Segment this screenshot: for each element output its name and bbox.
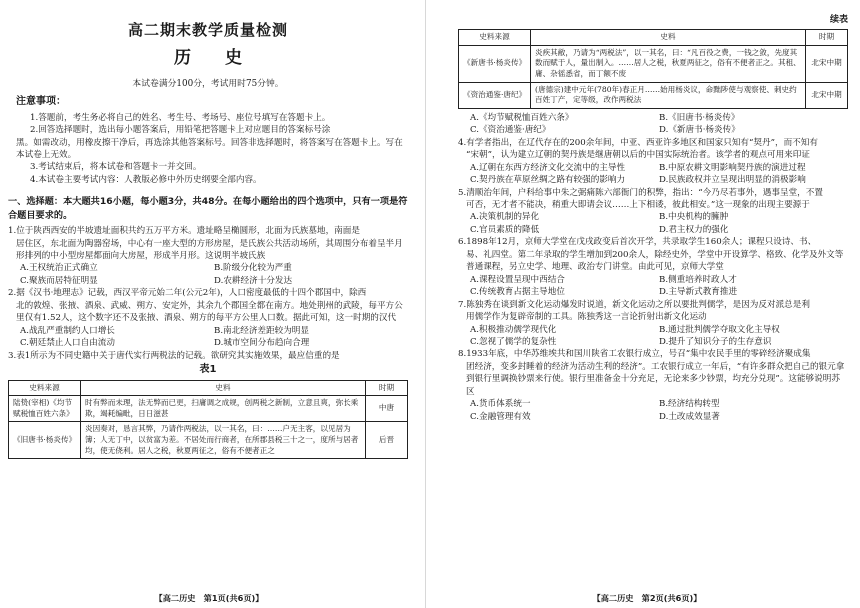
question-stem: 6.1898年12月，京师大学堂在戊戌政变后首次开学，共录取学生160余人；课程只设诗、书、 xyxy=(458,237,817,248)
question-options xyxy=(458,324,848,349)
text-cell: 炎因奏对，恳言其弊，乃请作两税法，以一其名，曰：……户无主客，以见居为簿；人无丁中，以贫富为差。不居处而行商者，在所郡县税三十之一，度所与居者均，使无侥利。居人之税，秋夏两征之，俗有不便者正之 xyxy=(81,422,366,459)
option-c: C.《资治通鉴·唐纪》 xyxy=(470,125,551,136)
source-table-continued xyxy=(458,29,848,109)
period-cell: 北宋中期 xyxy=(806,82,848,108)
notes-list xyxy=(8,112,408,187)
question-7 xyxy=(458,299,848,349)
question-options xyxy=(458,398,848,423)
note-item: 3.考试结束后，将本试卷和答题卡一并交回。 xyxy=(30,162,202,173)
table-row xyxy=(459,45,848,82)
text-cell: 时有弊而未理，法无弊而已更，扫庸调之成规，创两税之新制，立意且爽，弥长乘欺，竭耗编毗，日日滋甚 xyxy=(81,396,366,422)
question-stem: 3.表1所示为不同史籍中关于唐代实行两税法的记载。欲研究其实施效果，最应信重的是 xyxy=(8,350,340,361)
table-header-row xyxy=(9,380,408,396)
option-c: C.忽视了儒学的复杂性 xyxy=(470,336,557,347)
option-b: B.《旧唐书·杨炎传》 xyxy=(659,112,740,123)
option-b: B.中原农耕文明影响契丹族的演进过程 xyxy=(659,162,806,173)
option-a: A.课程设置呈现中西结合 xyxy=(470,274,565,285)
option-b: B.侧重培养时政人才 xyxy=(659,274,737,285)
question-6 xyxy=(458,236,848,298)
question-3 xyxy=(8,350,408,460)
question-options xyxy=(8,325,408,350)
option-b: B.阶级分化较为严重 xyxy=(214,263,292,274)
table-row xyxy=(459,82,848,108)
exam-page-1 xyxy=(0,0,418,608)
column-header: 史料来源 xyxy=(9,380,81,396)
option-d: D.城市空间分布趋向合理 xyxy=(214,338,310,349)
column-header: 史料 xyxy=(81,380,366,396)
question-stem: 5.清顺治年间，户科给事中朱之弼痛陈六部衙门的积弊，指出：“今乃尽若事外，遇事呈堂，不置 xyxy=(458,187,823,198)
note-item: 4.本试卷主要考试内容：人教版必修中外历史纲要全部内容。 xyxy=(30,174,262,185)
option-a: A.辽朝在东西方经济文化交流中的主导性 xyxy=(470,162,626,173)
option-a: A.积极推动儒学现代化 xyxy=(470,324,557,335)
note-item: 2.回答选择题时，选出每小题答案后，用铅笔把答题卡上对应题目的答案标号涂 xyxy=(30,125,331,136)
section-heading: 一、选择题：本大题共16小题，每小题3分，共48分。在每小题给出的四个选项中，只有一项是符合题目要求的。 xyxy=(8,196,408,221)
source-cell: 《新唐书·杨炎传》 xyxy=(459,45,531,82)
option-c: C.传统教育占据主导地位 xyxy=(470,287,565,298)
option-a: A.货币体系统一 xyxy=(470,399,531,410)
question-stem-continued: 可否，无才者不能决，稍重大即请会议……上下相诿，彼此相安。”这一现象的出现主要源于 xyxy=(466,199,810,210)
question-5 xyxy=(458,187,848,237)
note-item: 1.答题前，考生务必将自己的姓名、考生号、考场号、座位号填写在答题卡上。 xyxy=(30,112,331,123)
question-4 xyxy=(458,137,848,187)
question-options xyxy=(458,211,848,236)
page-footer: 【高二历史 第2页(共6页)】 xyxy=(592,593,702,604)
option-d: D.提升了知识分子的生存意识 xyxy=(659,336,772,347)
source-cell: 《旧唐书·杨炎传》 xyxy=(9,422,81,459)
option-c: C.金融管理有效 xyxy=(470,411,531,422)
option-a: A.决策机制的异化 xyxy=(470,212,540,223)
option-d: D.农耕经济十分发达 xyxy=(214,275,293,286)
table-caption: 表1 xyxy=(199,364,217,376)
exam-subject: 历 史 xyxy=(174,47,256,68)
option-d: D.主导新式教育推进 xyxy=(659,287,738,298)
option-c: C.官员素质的降低 xyxy=(470,224,540,235)
exam-info: 本试卷满分100分，考试用时75分钟。 xyxy=(132,79,284,90)
column-header: 时期 xyxy=(806,30,848,46)
table-row xyxy=(9,396,408,422)
source-cell: 《资治通鉴·唐纪》 xyxy=(459,82,531,108)
page-footer: 【高二历史 第1页(共6页)】 xyxy=(154,593,264,604)
text-cell: 炎疾其敝，乃请为“两税法”，以一其名，曰：“凡百役之费，一钱之敛，先度其数而赋于人，量出制入。……居人之税，秋夏两征之，俗有不便者正之。其租、庸、杂徭悉省，而丁额不废 xyxy=(531,45,806,82)
source-table xyxy=(8,380,408,460)
table-header-row xyxy=(459,30,848,46)
table-row xyxy=(9,422,408,459)
question-stem-continued: “宋朝”，认为建立辽朝的契丹族是继唐朝以后的中国实际统治者。该学者的观点可用来印证 xyxy=(466,150,810,161)
option-b: B.通过批判儒学夺取文化主导权 xyxy=(659,324,780,335)
period-cell: 北宋中期 xyxy=(806,45,848,82)
option-b: B.经济结构转型 xyxy=(659,399,720,410)
table-continued-label: 续表 xyxy=(829,15,848,25)
note-item-continued: 黑。如需改动，用橡皮擦干净后，再选涂其他答案标号。回答非选择题时，将答案写在答题卡上。写在本试卷上无效。 xyxy=(16,137,403,160)
option-a: A.王权统治正式确立 xyxy=(20,263,98,274)
question-1 xyxy=(8,225,408,287)
notes-title: 注意事项： xyxy=(16,96,66,108)
exam-title: 高二期末教学质量检测 xyxy=(127,21,288,39)
question-3-options xyxy=(458,112,848,137)
question-stem: 8.1933年底，中华苏维埃共和国川陕省工农银行成立，号召“集中农民手里的零碎经济聚成集 xyxy=(458,349,811,360)
column-header: 史料来源 xyxy=(459,30,531,46)
period-cell: 后晋 xyxy=(366,422,408,459)
question-stem-continued: 团经济，变多封睡着的经济为活动生利的经济”。工农银行成立一年后，“有许多群众把自己的银元拿到银行里调换钞票来行使。银行里准备金十分充足，无论来多少钞票，均充分兑现”。这能够说明苏区 xyxy=(466,361,845,397)
question-stem: 7.陈独秀在谈到新文化运动爆发时说道，新文化运动之所以要批判儒学，是因为反对派总是利 xyxy=(458,299,810,310)
option-b: B.中央机构的臃肿 xyxy=(659,212,729,223)
option-d: D.民族政权并立呈现出明显的消极影响 xyxy=(659,175,806,186)
question-options xyxy=(458,162,848,187)
question-8 xyxy=(458,348,848,423)
question-stem-continued: 居住区，东北面为陶器窑场，中心有一座大型的方形房屋，是氏族公共活动场所，其周围分布着呈半月形排列的中小型房屋都面向大房屋，形成半月形。这说明半坡氏族 xyxy=(16,238,403,261)
exam-page-2 xyxy=(434,0,860,608)
page-fold xyxy=(425,0,426,608)
option-a: A.《均节赋税恤百姓六条》 xyxy=(470,112,574,123)
question-stem: 1.位于陕西西安的半坡遗址面积共约五万平方米。遗址略呈椭圆形，北面为氏族墓地，南面是 xyxy=(8,226,360,237)
option-c: C.聚族而居特征明显 xyxy=(20,275,98,286)
column-header: 史料 xyxy=(531,30,806,46)
question-options xyxy=(8,262,408,287)
option-d: D.《新唐书·杨炎传》 xyxy=(659,125,740,136)
question-stem: 2.据《汉书·地理志》记载，西汉平帝元始二年(公元2年)，人口密度最低的十四个郡国中，除西 xyxy=(8,288,367,299)
option-d: D.土改成效显著 xyxy=(659,411,720,422)
column-header: 时期 xyxy=(366,380,408,396)
question-stem: 4.有学者指出，在辽代存在的200余年间，中亚、西亚许多地区和国家只知有“契丹”，而不知有 xyxy=(458,137,818,148)
option-a: A.战乱严重制约人口增长 xyxy=(20,325,115,336)
option-c: C.契丹族在草原丝绸之路有较强的影响力 xyxy=(470,175,626,186)
text-cell: (唐德宗)建中元年(780年)春正月……始用杨炎议，命黜陟使与观察使、刺史约百姓丁产，定等级，改作两税法 xyxy=(531,82,806,108)
option-b: B.南北经济差距较为明显 xyxy=(214,325,309,336)
question-stem-continued: 易、礼四堂。第二年录取的学生增加到200余人，除经史外，学堂中开设算学、格致、化学及外文等普通课程，另立史学、地理、政治专门讲堂。由此可见，京师大学堂 xyxy=(466,249,844,273)
option-d: D.君主权力的强化 xyxy=(659,224,729,235)
question-stem-continued: 北的敦煌、张掖、酒泉、武威、朔方、安定外，其余九个郡国全都在南方。地处荆州的武陵，每平方公里仅有1.52人，这个数字还不及张掖、酒泉、朔方的每平方公里人口数。据此可知，这一时期的汉代 xyxy=(16,300,403,324)
question-stem-continued: 用儒学作为复辟帝制的工具。陈独秀这一言论折射出新文化运动 xyxy=(466,312,707,323)
period-cell: 中唐 xyxy=(366,396,408,422)
question-options xyxy=(458,274,848,299)
source-cell: 陆贽(宰相)《均节赋税恤百姓六条》 xyxy=(9,396,81,422)
option-c: C.朝廷禁止人口自由流动 xyxy=(20,338,115,349)
question-2 xyxy=(8,287,408,349)
